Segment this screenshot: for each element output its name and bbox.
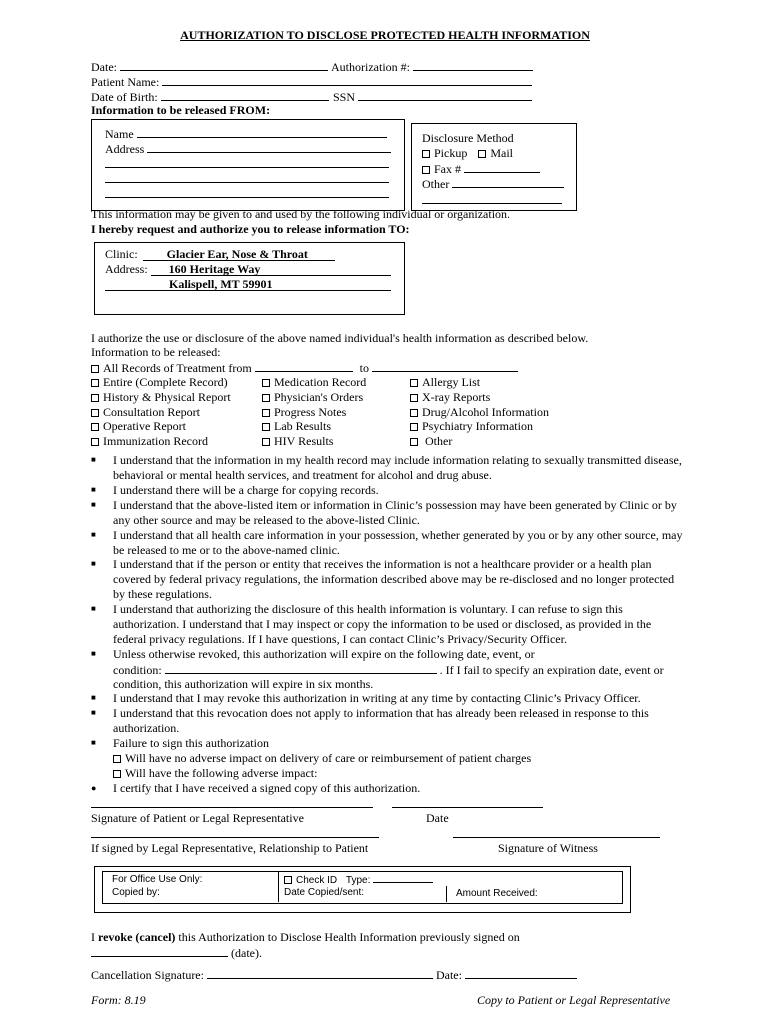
check-id-checkbox[interactable] bbox=[284, 876, 292, 884]
record-option-label: Consultation Report bbox=[103, 404, 200, 419]
record-option-checkbox[interactable] bbox=[262, 379, 270, 387]
date-row bbox=[91, 59, 328, 74]
clinic-address-label: Address: bbox=[105, 262, 148, 276]
record-option-label: X-ray Reports bbox=[422, 389, 491, 404]
certify-text: I certify that I have received a signed copy of this authorization. bbox=[113, 781, 421, 795]
to-label: to bbox=[359, 361, 369, 375]
failure-opt2-row bbox=[113, 766, 317, 780]
bullet: ■ bbox=[91, 455, 96, 464]
bullet: ■ bbox=[91, 604, 96, 613]
patient-signature-line[interactable] bbox=[91, 796, 373, 808]
failure-opt2: Will have the following adverse impact: bbox=[125, 766, 318, 780]
authorization-row bbox=[331, 59, 533, 74]
office-divider bbox=[446, 886, 447, 902]
failure-opt1-row bbox=[113, 751, 531, 765]
record-option-checkbox[interactable] bbox=[91, 379, 99, 387]
legal-rep-line[interactable] bbox=[91, 826, 379, 838]
record-option-checkbox[interactable] bbox=[262, 394, 270, 402]
statement-text: I understand there will be a charge for copying records. bbox=[113, 483, 379, 497]
clinic-address-line1: 160 Heritage Way bbox=[168, 262, 261, 276]
type-label: Type: bbox=[345, 875, 371, 886]
record-option-checkbox[interactable] bbox=[410, 379, 418, 387]
record-option bbox=[262, 375, 366, 389]
cancel-date-field[interactable] bbox=[465, 967, 577, 979]
clinic-address-row-2 bbox=[105, 277, 391, 291]
date-label: Date: bbox=[91, 60, 117, 74]
copied-by-label: Copied by: bbox=[112, 887, 160, 898]
signature-date-label: Date bbox=[426, 811, 449, 825]
record-option-label: Allergy List bbox=[422, 375, 481, 389]
record-option bbox=[262, 390, 363, 404]
witness-label: Signature of Witness bbox=[498, 841, 598, 855]
revoke-date-suffix: (date). bbox=[231, 946, 262, 960]
record-option bbox=[410, 390, 490, 404]
record-option bbox=[410, 434, 452, 448]
all-records-checkbox[interactable] bbox=[91, 365, 99, 373]
bullet: ■ bbox=[91, 530, 96, 539]
record-option bbox=[262, 434, 333, 448]
patient-name-field[interactable] bbox=[162, 74, 532, 86]
mail-checkbox[interactable] bbox=[478, 150, 486, 158]
record-option bbox=[91, 419, 186, 433]
from-address-line-2[interactable] bbox=[105, 156, 389, 168]
copy-to-patient: Copy to Patient or Legal Representative bbox=[477, 993, 671, 1007]
mail-label: Mail bbox=[490, 146, 514, 160]
record-option bbox=[262, 419, 331, 433]
cancel-signature-field[interactable] bbox=[207, 967, 433, 979]
records-from-field[interactable] bbox=[255, 360, 353, 372]
revoke-pre: I bbox=[91, 930, 98, 944]
record-option-label: HIV Results bbox=[274, 434, 334, 449]
from-address-label: Address bbox=[105, 142, 145, 156]
release-from-heading: Information to be released FROM: bbox=[91, 103, 271, 117]
all-records-label: All Records of Treatment from bbox=[103, 361, 252, 375]
ssn-field[interactable] bbox=[358, 89, 532, 101]
page-title: AUTHORIZATION TO DISCLOSE PROTECTED HEALTH INFORMATION bbox=[180, 28, 590, 42]
record-option bbox=[262, 405, 346, 419]
other-method-line-2[interactable] bbox=[422, 192, 562, 204]
record-option-label: Other bbox=[422, 434, 453, 449]
record-option bbox=[410, 405, 549, 419]
expire-condition-label: condition: bbox=[113, 663, 162, 677]
revoke-text bbox=[91, 930, 520, 944]
revoke-bold: revoke (cancel) bbox=[98, 930, 176, 944]
from-address-line-4[interactable] bbox=[105, 186, 389, 198]
other-method-label: Other bbox=[422, 177, 450, 191]
office-divider bbox=[278, 871, 279, 902]
patient-name-row bbox=[91, 74, 532, 89]
failure-opt1: Will have no adverse impact on delivery of care or reimbursement of patient charges bbox=[125, 751, 532, 765]
record-option-checkbox[interactable] bbox=[262, 438, 270, 446]
fax-number-field[interactable] bbox=[464, 161, 540, 173]
clinic-value: Glacier Ear, Nose & Throat bbox=[166, 247, 308, 261]
record-option-label: Entire (Complete Record) bbox=[103, 375, 228, 389]
dob-label: Date of Birth: bbox=[91, 90, 158, 104]
record-option-label: Medication Record bbox=[274, 375, 367, 389]
form-number: Form: 8.19 bbox=[91, 993, 146, 1007]
dob-row bbox=[91, 89, 329, 104]
patient-date-line[interactable] bbox=[392, 796, 543, 808]
round-bullet: ● bbox=[91, 783, 97, 793]
all-records-row bbox=[91, 360, 518, 375]
check-id-label: Check ID bbox=[296, 875, 338, 886]
record-option-checkbox[interactable] bbox=[410, 423, 418, 431]
from-name-field[interactable] bbox=[137, 126, 387, 138]
other-method-field[interactable] bbox=[452, 176, 564, 188]
revoke-date-row bbox=[91, 945, 262, 960]
cancel-signature-row bbox=[91, 967, 577, 982]
statement-text: I understand that if the person or entity that receives the information is not a healthcare provider or a health plan covered by federal privacy regulations, the information described above may be re-disclosed and no longer protected by these regulations. bbox=[113, 557, 675, 601]
record-option-label: Immunization Record bbox=[103, 434, 208, 449]
amount-received-label: Amount Received: bbox=[456, 888, 538, 899]
authorize-text: I authorize the use or disclosure of the above named individual's health information as described below. bbox=[91, 331, 589, 345]
record-option-label: Lab Results bbox=[274, 419, 331, 434]
record-option-checkbox[interactable] bbox=[91, 423, 99, 431]
record-option bbox=[91, 390, 231, 404]
clinic-label: Clinic: bbox=[105, 247, 138, 261]
cancel-signature-label: Cancellation Signature: bbox=[91, 968, 204, 982]
statement-text: I understand that authorizing the disclosure of this health information is voluntary. I can refuse to sign this authorization. I understand that I may inspect or copy the information to be used or disclosed, as provided in the federal privacy regulations. If I have questions, I can contact Clinic’s Privacy/Security Officer. bbox=[113, 602, 652, 646]
no-impact-checkbox[interactable] bbox=[113, 755, 121, 763]
authorization-field[interactable] bbox=[413, 59, 533, 71]
bullet: ■ bbox=[91, 649, 96, 658]
given-to-text: This information may be given to and used by the following individual or organization. bbox=[91, 207, 511, 221]
record-option-checkbox[interactable] bbox=[262, 423, 270, 431]
bullet: ■ bbox=[91, 500, 96, 509]
clinic-address-line2: Kalispell, MT 59901 bbox=[169, 277, 273, 291]
fax-row bbox=[422, 161, 540, 176]
adverse-impact-checkbox[interactable] bbox=[113, 770, 121, 778]
fax-checkbox[interactable] bbox=[422, 166, 430, 174]
statement-text: I understand that all health care information in your possession, whether generated by you or by any other source, may be released to me or to the above-named clinic. bbox=[113, 528, 683, 557]
record-option-label: Drug/Alcohol Information bbox=[422, 404, 549, 419]
from-address-line-3[interactable] bbox=[105, 171, 389, 183]
bullet: ■ bbox=[91, 708, 96, 717]
date-copied-label: Date Copied/sent: bbox=[284, 887, 365, 898]
expire-condition-field[interactable] bbox=[165, 662, 437, 674]
statement-text: I understand that the information in my health record may include information relating to sexually transmitted disease, behavioral or mental health services, and treatment for alcohol and drug abuse. bbox=[113, 453, 682, 482]
date-field[interactable] bbox=[120, 59, 328, 71]
record-option-checkbox[interactable] bbox=[410, 409, 418, 417]
info-released-label: Information to be released: bbox=[91, 345, 221, 359]
pickup-mail-row bbox=[422, 146, 513, 160]
expire-line3: condition, this authorization will expire in six months. bbox=[113, 677, 374, 691]
other-method-row bbox=[422, 176, 564, 191]
legal-rep-label: If signed by Legal Representative, Relationship to Patient bbox=[91, 841, 369, 855]
revoke-date-field[interactable] bbox=[91, 945, 228, 957]
pickup-checkbox[interactable] bbox=[422, 150, 430, 158]
record-option-checkbox[interactable] bbox=[410, 438, 418, 446]
from-address-row bbox=[105, 141, 391, 156]
release-to-heading: I hereby request and authorize you to release information TO: bbox=[91, 222, 410, 236]
record-option-checkbox[interactable] bbox=[91, 394, 99, 402]
bullet: ■ bbox=[91, 559, 96, 568]
expire-line1: Unless otherwise revoked, this authorization will expire on the following date, event, or bbox=[113, 647, 535, 661]
revoke-statement-1: I understand that I may revoke this authorization in writing at any time by contacting Clinic’s Privacy Officer. bbox=[113, 691, 641, 705]
authorization-label: Authorization #: bbox=[331, 60, 410, 74]
record-option-checkbox[interactable] bbox=[262, 409, 270, 417]
type-field[interactable] bbox=[373, 873, 433, 883]
from-address-field[interactable] bbox=[147, 141, 391, 153]
record-option bbox=[91, 434, 208, 448]
cancel-date-label: Date: bbox=[435, 968, 462, 982]
pickup-label: Pickup bbox=[434, 146, 468, 160]
disclosure-method-title: Disclosure Method bbox=[422, 131, 514, 145]
patient-name-label: Patient Name: bbox=[91, 75, 160, 89]
record-option bbox=[410, 419, 533, 433]
from-name-label: Name bbox=[105, 127, 134, 141]
record-option-label: Physician's Orders bbox=[274, 389, 364, 404]
bullet: ■ bbox=[91, 693, 96, 702]
bullet: ■ bbox=[91, 738, 96, 747]
revoke-statement-2: I understand that this revocation does not apply to information that has already been released in response to this authorization. bbox=[113, 706, 649, 735]
revoke-post: this Authorization to Disclose Health Information previously signed on bbox=[175, 930, 520, 944]
bullet: ■ bbox=[91, 485, 96, 494]
record-option-checkbox[interactable] bbox=[91, 409, 99, 417]
statement-text: I understand that the above-listed item or information in Clinic’s possession may have been generated by Clinic or by any other source and may be released to the above-listed Clinic. bbox=[113, 498, 677, 527]
ssn-row bbox=[333, 89, 532, 104]
ssn-label: SSN bbox=[333, 90, 356, 104]
patient-signature-label: Signature of Patient or Legal Representative bbox=[91, 811, 304, 825]
record-option-label: Progress Notes bbox=[274, 404, 347, 419]
fax-label: Fax # bbox=[434, 162, 461, 176]
record-option bbox=[91, 405, 200, 419]
record-option bbox=[410, 375, 480, 389]
expire-condition-rest: . If I fail to specify an expiration date, event or bbox=[439, 663, 664, 677]
record-option-label: Psychiatry Information bbox=[422, 419, 533, 434]
records-to-field[interactable] bbox=[372, 360, 518, 372]
clinic-address-row bbox=[105, 262, 391, 276]
witness-line[interactable] bbox=[453, 826, 660, 838]
record-option bbox=[91, 375, 228, 389]
failure-heading: Failure to sign this authorization bbox=[113, 736, 269, 750]
record-option-checkbox[interactable] bbox=[91, 438, 99, 446]
record-option-label: History & Physical Report bbox=[103, 389, 231, 404]
office-use-label: For Office Use Only: bbox=[112, 874, 203, 885]
expire-row bbox=[113, 662, 664, 677]
clinic-row bbox=[105, 247, 335, 261]
from-name-row bbox=[105, 126, 387, 141]
record-option-label: Operative Report bbox=[103, 419, 186, 434]
dob-field[interactable] bbox=[161, 89, 329, 101]
record-option-checkbox[interactable] bbox=[410, 394, 418, 402]
